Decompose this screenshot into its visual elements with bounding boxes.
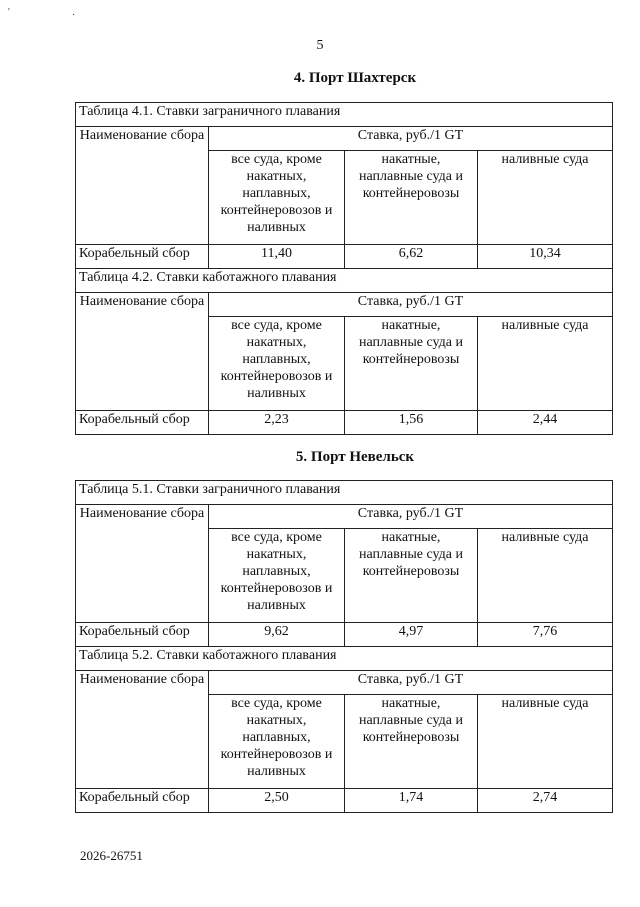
category-tankers: наливные суда xyxy=(478,529,613,623)
category-roro-container: накатные, наплавные суда и контейнеровозы xyxy=(345,317,478,411)
rate-value: 2,44 xyxy=(478,411,613,435)
table-4-1 xyxy=(75,102,613,435)
column-header-rate: Ставка, руб./1 GT xyxy=(209,293,613,317)
table-caption: Таблица 4.2. Ставки каботажного плавания xyxy=(76,269,613,293)
column-header-fee-name: Наименование сбора xyxy=(76,505,209,623)
section-heading-shakhtersk: 4. Порт Шахтерск xyxy=(293,70,417,86)
table-caption: Таблица 5.2. Ставки каботажного плавания xyxy=(76,647,613,671)
category-roro-container: накатные, наплавные суда и контейнеровозы xyxy=(345,151,478,245)
table-5-1 xyxy=(75,480,613,813)
rate-value: 1,56 xyxy=(345,411,478,435)
rate-value: 2,23 xyxy=(209,411,345,435)
rate-value: 10,34 xyxy=(478,245,613,269)
row-label-ship-fee: Корабельный сбор xyxy=(76,411,209,435)
category-general-cargo: все суда, кроме накатных, наплавных, контейнеровозов и наливных xyxy=(209,529,345,623)
category-tankers: наливные суда xyxy=(478,695,613,789)
row-label-ship-fee: Корабельный сбор xyxy=(76,623,209,647)
table-caption: Таблица 5.1. Ставки заграничного плавания xyxy=(76,481,613,505)
column-header-rate: Ставка, руб./1 GT xyxy=(209,671,613,695)
category-general-cargo: все суда, кроме накатных, наплавных, контейнеровозов и наливных xyxy=(209,151,345,245)
section-heading-nevelsk: 5. Порт Невельск xyxy=(295,449,415,465)
rate-value: 11,40 xyxy=(209,245,345,269)
category-tankers: наливные суда xyxy=(478,317,613,411)
category-general-cargo: все суда, кроме накатных, наплавных, контейнеровозов и наливных xyxy=(209,317,345,411)
page-number: 5 xyxy=(316,38,324,53)
rate-value: 1,74 xyxy=(345,789,478,813)
rate-value: 4,97 xyxy=(345,623,478,647)
row-label-ship-fee: Корабельный сбор xyxy=(76,789,209,813)
column-header-rate: Ставка, руб./1 GT xyxy=(209,505,613,529)
category-general-cargo: все суда, кроме накатных, наплавных, контейнеровозов и наливных xyxy=(209,695,345,789)
rate-value: 9,62 xyxy=(209,623,345,647)
category-roro-container: накатные, наплавные суда и контейнеровозы xyxy=(345,695,478,789)
table-caption: Таблица 4.1. Ставки заграничного плавания xyxy=(76,103,613,127)
rate-value: 7,76 xyxy=(478,623,613,647)
scan-marks: ' . xyxy=(8,7,105,18)
column-header-fee-name: Наименование сбора xyxy=(76,127,209,245)
column-header-fee-name: Наименование сбора xyxy=(76,293,209,411)
row-label-ship-fee: Корабельный сбор xyxy=(76,245,209,269)
rate-value: 2,74 xyxy=(478,789,613,813)
document-code: 2026-26751 xyxy=(80,848,143,863)
category-roro-container: накатные, наплавные суда и контейнеровозы xyxy=(345,529,478,623)
column-header-rate: Ставка, руб./1 GT xyxy=(209,127,613,151)
column-header-fee-name: Наименование сбора xyxy=(76,671,209,789)
rate-value: 6,62 xyxy=(345,245,478,269)
category-tankers: наливные суда xyxy=(478,151,613,245)
rate-value: 2,50 xyxy=(209,789,345,813)
